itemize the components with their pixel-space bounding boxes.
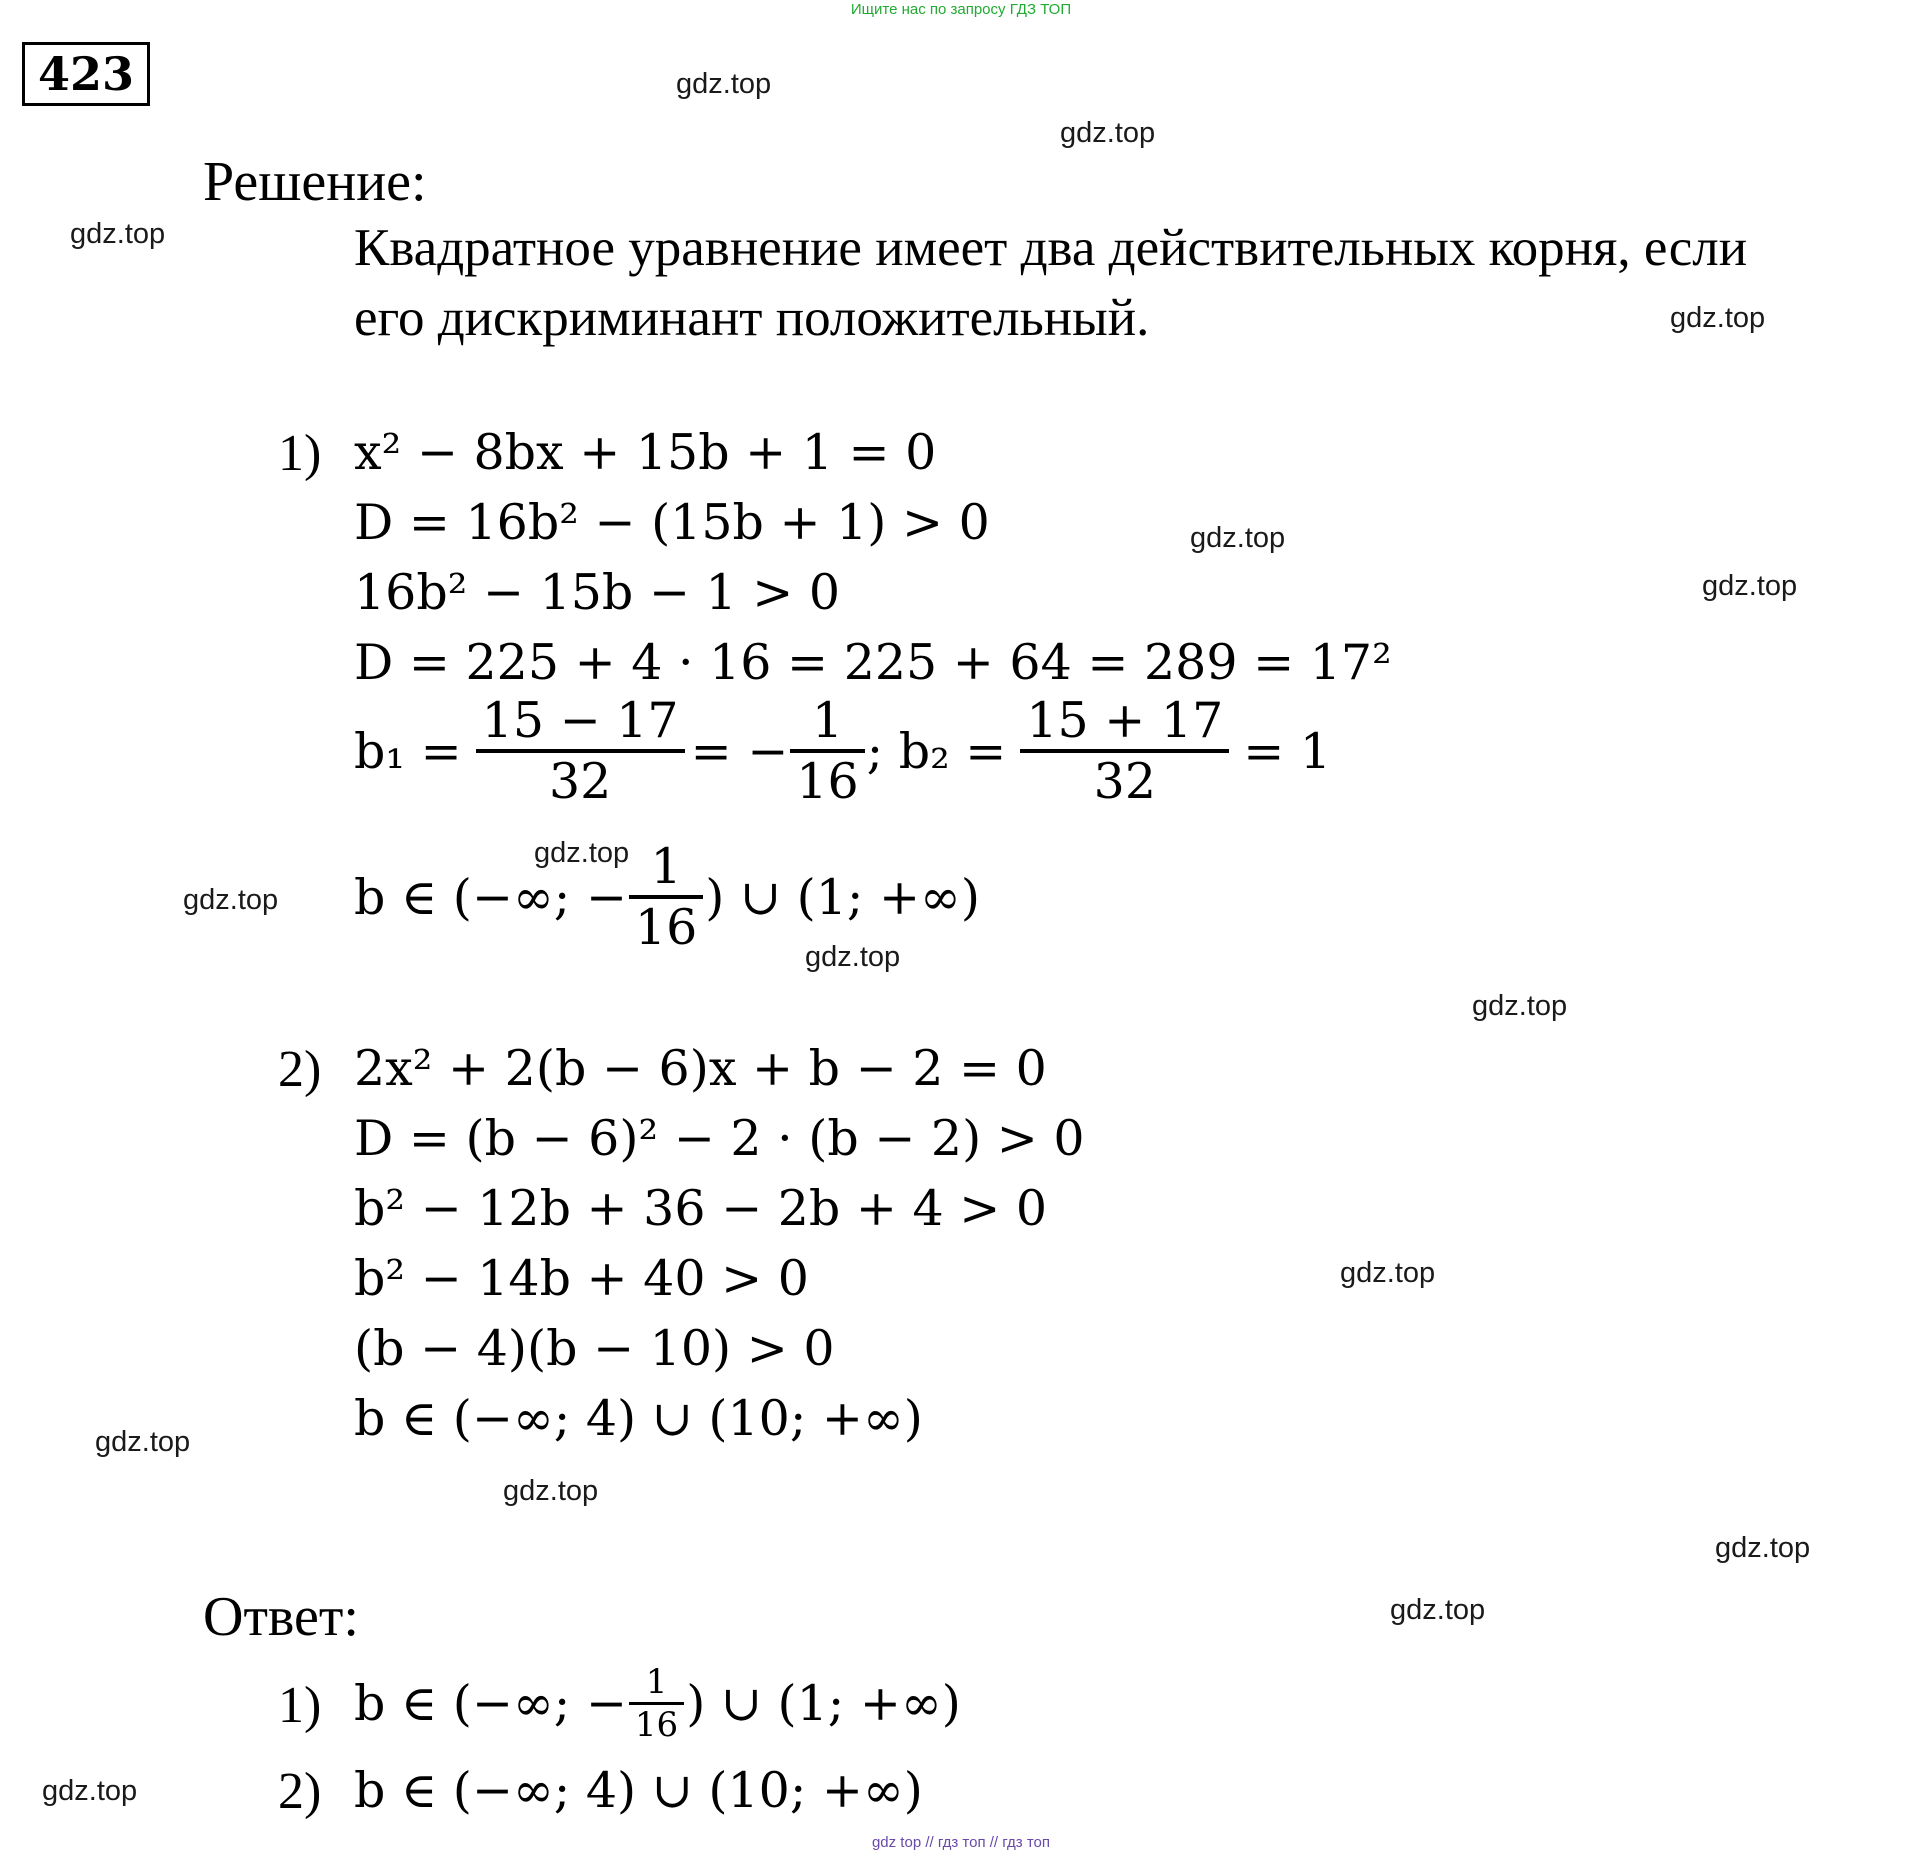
part1-inequality: 16b² − 15b − 1 > 0 xyxy=(354,564,841,621)
part1-label: 1) xyxy=(278,425,322,482)
watermark: gdz.top xyxy=(1702,570,1798,602)
part1-answer-suffix: ) ∪ (1; +∞) xyxy=(705,868,980,926)
b1-fraction xyxy=(476,692,685,810)
top-banner[interactable]: Ищите нас по запросу ГДЗ ТОП xyxy=(850,1,1072,18)
part1-discriminant: D = 16b² − (15b + 1) > 0 xyxy=(354,494,990,551)
part2-equation: 2x² + 2(b − 6)x + b − 2 = 0 xyxy=(354,1040,1047,1097)
watermark: gdz.top xyxy=(805,941,901,973)
b2-result: = 1 xyxy=(1243,722,1332,780)
answer-heading: Ответ: xyxy=(203,1586,359,1648)
answer-line-2: b ∈ (−∞; 4) ∪ (10; +∞) xyxy=(354,1762,923,1819)
b1-equals-minus: = − xyxy=(690,722,789,780)
b1-result-denominator: 16 xyxy=(790,749,864,810)
answer-label-1: 1) xyxy=(278,1677,322,1734)
watermark: gdz.top xyxy=(1670,302,1766,334)
watermark: gdz.top xyxy=(676,68,772,100)
watermark: gdz.top xyxy=(1190,522,1286,554)
footer-links[interactable]: gdz top // гдз топ // гдз топ xyxy=(871,1834,1051,1851)
part2-expanded: b² − 12b + 36 − 2b + 4 > 0 xyxy=(354,1180,1048,1237)
answer-label-2: 2) xyxy=(278,1763,322,1820)
part2-simplified: b² − 14b + 40 > 0 xyxy=(354,1250,809,1307)
answer-1-denominator: 16 xyxy=(629,1702,684,1745)
watermark: gdz.top xyxy=(1715,1532,1811,1564)
answer-1-suffix: ) ∪ (1; +∞) xyxy=(686,1675,961,1732)
b1-result-numerator: 1 xyxy=(811,692,844,749)
b2-denominator: 32 xyxy=(1020,749,1229,810)
watermark: gdz.top xyxy=(1390,1594,1486,1626)
watermark: gdz.top xyxy=(42,1775,138,1807)
watermark: gdz.top xyxy=(183,884,279,916)
part2-answer: b ∈ (−∞; 4) ∪ (10; +∞) xyxy=(354,1390,923,1447)
part1-discriminant-b: D = 225 + 4 · 16 = 225 + 64 = 289 = 17² xyxy=(354,634,1392,691)
watermark: gdz.top xyxy=(534,837,630,869)
intro-line-2: его дискриминант положительный. xyxy=(354,289,1150,347)
watermark: gdz.top xyxy=(95,1426,191,1458)
part2-discriminant: D = (b − 6)² − 2 · (b − 2) > 0 xyxy=(354,1110,1085,1167)
part1-equation: x² − 8bx + 15b + 1 = 0 xyxy=(354,424,937,481)
watermark: gdz.top xyxy=(1472,990,1568,1022)
answer-1-prefix: b ∈ (−∞; − xyxy=(354,1675,627,1732)
b1-result-fraction xyxy=(790,692,864,810)
part2-factored: (b − 4)(b − 10) > 0 xyxy=(354,1320,835,1377)
part1-answer-denominator: 16 xyxy=(629,895,703,956)
part1-answer xyxy=(354,838,980,956)
watermark: gdz.top xyxy=(1340,1257,1436,1289)
part1-answer-fraction xyxy=(629,838,703,956)
b2-numerator: 15 + 17 xyxy=(1026,692,1224,749)
solution-heading: Решение: xyxy=(203,151,427,213)
b1-denominator: 32 xyxy=(476,749,685,810)
part2-label: 2) xyxy=(278,1041,322,1098)
b2-fraction xyxy=(1020,692,1229,810)
intro-line-1: Квадратное уравнение имеет два действительных корня, если xyxy=(354,219,1748,277)
b1-numerator: 15 − 17 xyxy=(481,692,679,749)
b1-lhs: b₁ = xyxy=(354,722,462,780)
answer-1-fraction xyxy=(629,1662,684,1745)
problem-number-badge: 423 xyxy=(22,42,150,106)
watermark: gdz.top xyxy=(70,218,166,250)
part1-answer-numerator: 1 xyxy=(650,838,682,895)
part1-answer-prefix: b ∈ (−∞; − xyxy=(354,868,627,926)
answer-line-1 xyxy=(354,1662,961,1745)
watermark: gdz.top xyxy=(1060,117,1156,149)
b2-lhs: ; b₂ = xyxy=(866,722,1007,780)
answer-1-numerator: 1 xyxy=(645,1662,668,1702)
watermark: gdz.top xyxy=(503,1475,599,1507)
part1-roots xyxy=(354,692,1331,810)
